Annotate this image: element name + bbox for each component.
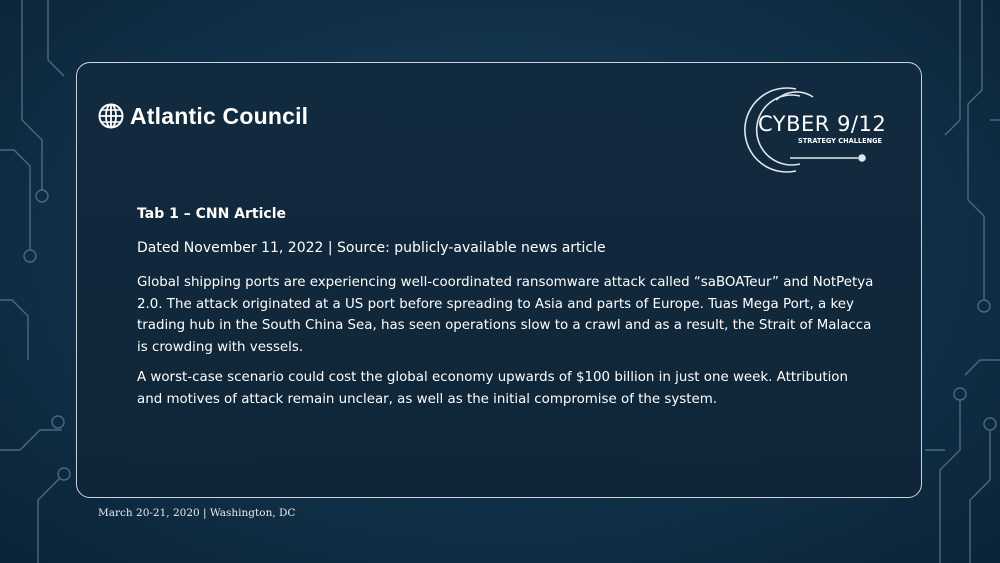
footer-date-location: March 20-21, 2020 | Washington, DC bbox=[98, 507, 296, 519]
atlantic-council-logo bbox=[98, 101, 308, 131]
article-paragraph: A worst-case scenario could cost the global economy upwards of $100 billion in just one week. Attribution and motives of attack remain unclear, as well as the initial compromise of the system. bbox=[137, 370, 848, 407]
article-meta: Dated November 11, 2022 | Source: publicly-available news article bbox=[137, 240, 606, 256]
article-title: Tab 1 – CNN Article bbox=[137, 206, 286, 222]
event-logo-title: CYBER 9/12 bbox=[758, 112, 887, 136]
brand-name: Atlantic Council bbox=[130, 102, 309, 129]
article-body bbox=[137, 204, 877, 419]
article-paragraph: Global shipping ports are experiencing well-coordinated ransomware attack called “saBOATeur” and NotPetya 2.0. The attack originated at a US port before spreading to Asia and parts of Europe. Tuas Mega Port, a key trading hub in the South China Sea, has seen operations slow to a crawl and as a result, the Strait of Malacca is crowding with vessels. bbox=[137, 275, 874, 355]
event-logo-subtitle: STRATEGY CHALLENGE bbox=[798, 137, 883, 145]
cyber-912-logo bbox=[738, 80, 908, 180]
globe-icon bbox=[98, 103, 124, 129]
